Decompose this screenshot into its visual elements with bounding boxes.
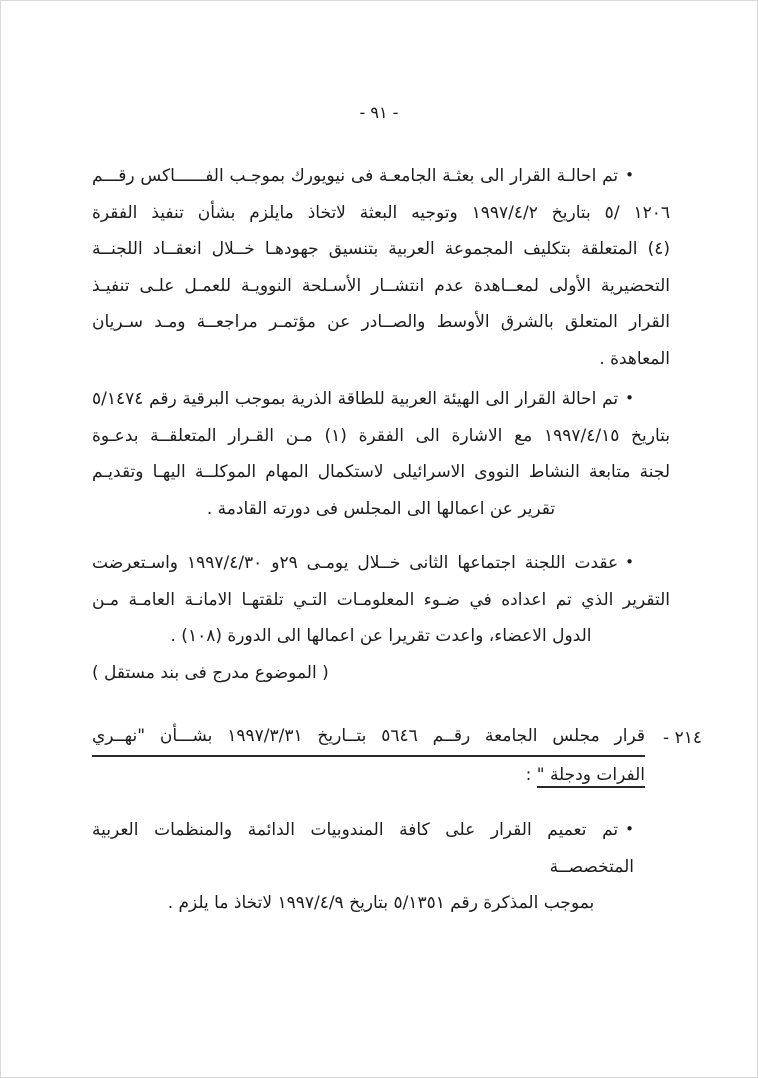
text-line: بتاريخ ١٩٩٧/٤/١٥ مع الاشارة الى الفقرة (١) مـن القـرار المتعلقــة بدعـوة — [92, 425, 671, 446]
bullet-icon: • — [625, 820, 634, 838]
bullet-icon: • — [625, 166, 634, 184]
text-line: ( الموضوع مدرج فى بند مستقل ) — [92, 662, 329, 683]
item-heading-colon: : — [525, 765, 537, 785]
text-line: تقرير عن اعمالها الى المجلس فى دورته القادمة . — [206, 498, 556, 519]
bullet-paragraph-circulation — [92, 812, 670, 922]
text-line-content: تم احالـة القرار الى بعثـة الجامعـة فى نيويورك بموجـب الفــــــاكس رقـــم — [92, 166, 619, 186]
text-line-content: تم تعميم القرار على كافة المندوبيات الدائمة والمنظمات العربية المتخصصــة — [92, 820, 634, 877]
text-line: لجنة متابعة النشاط النووى الاسرائيلى لاستكمال المهام الموكلــة اليهـا وتقديـم — [92, 462, 670, 482]
bullet-paragraph-atomic-energy — [92, 381, 670, 527]
item-number: ٢١٤ - — [663, 728, 702, 748]
text-line: المعاهدة . — [599, 348, 670, 369]
text-line: التحضيرية الأولى لمعــاهدة عدم انتشــار الأسـلحة النوويـة للعمـل علـى تنفيـذ — [92, 275, 670, 296]
text-line: التقرير الذي تم اعداده في ضـوء المعلومـات التـي تلقتهـا الامانـة العامـة مـن — [92, 589, 670, 610]
item-214-heading-block — [92, 719, 670, 792]
text-line — [92, 381, 670, 418]
bullet-paragraph-committee-meeting — [92, 545, 670, 691]
text-line — [92, 158, 670, 195]
bullet-icon: • — [625, 389, 634, 407]
text-line: بموجب المذكرة رقم ٥/١٣٥١ بتاريخ ١٩٩٧/٤/٩ لاتخاذ ما يلزم . — [167, 893, 595, 913]
text-line: القرار المتعلق بالشرق الأوسط والصــادر عن مؤتمـر مراجعــة ومـد سـريان — [92, 312, 670, 332]
item-heading-line-2 — [92, 757, 645, 792]
text-line: (٤) المتعلقة بتكليف المجموعة العربية بتنسيق جهودهـا خــلال انعقــاد اللجنــة — [92, 239, 670, 259]
text-line-content: عقدت اللجنة اجتماعها الثانى خــلال يومـى ٢٩و ١٩٩٧/٤/٣٠ واسـتعرضت — [92, 553, 619, 573]
bullet-icon: • — [625, 553, 634, 571]
item-heading-line-1: قرار مجلس الجامعة رقــم ٥٦٤٦ بتــاريخ ١٩٩٧/٣/٣١ بشـــأن "نهــري — [92, 719, 645, 757]
text-line: الدول الاعضاء، واعدت تقريرا عن اعمالها الى الدورة (١٠٨) . — [170, 626, 592, 646]
item-heading — [92, 719, 645, 792]
bullet-paragraph-fax-referral — [92, 158, 670, 377]
text-line: ١٢٠٦ /٥ بتاريخ ١٩٩٧/٤/٢ وتوجيه البعثة لاتخاذ مايلزم بشأن تنفيذ الفقرة — [92, 202, 670, 223]
text-line — [92, 545, 670, 582]
text-line — [92, 812, 670, 885]
text-line-content: تم احالة القرار الى الهيئة العربية للطاقة الذرية بموجب البرقية رقم ٥/١٤٧٤ — [92, 389, 619, 409]
page-number: - ٩١ - — [359, 103, 399, 122]
item-heading-underlined: الفرات ودجلة " — [537, 765, 645, 788]
page-content — [92, 158, 670, 922]
